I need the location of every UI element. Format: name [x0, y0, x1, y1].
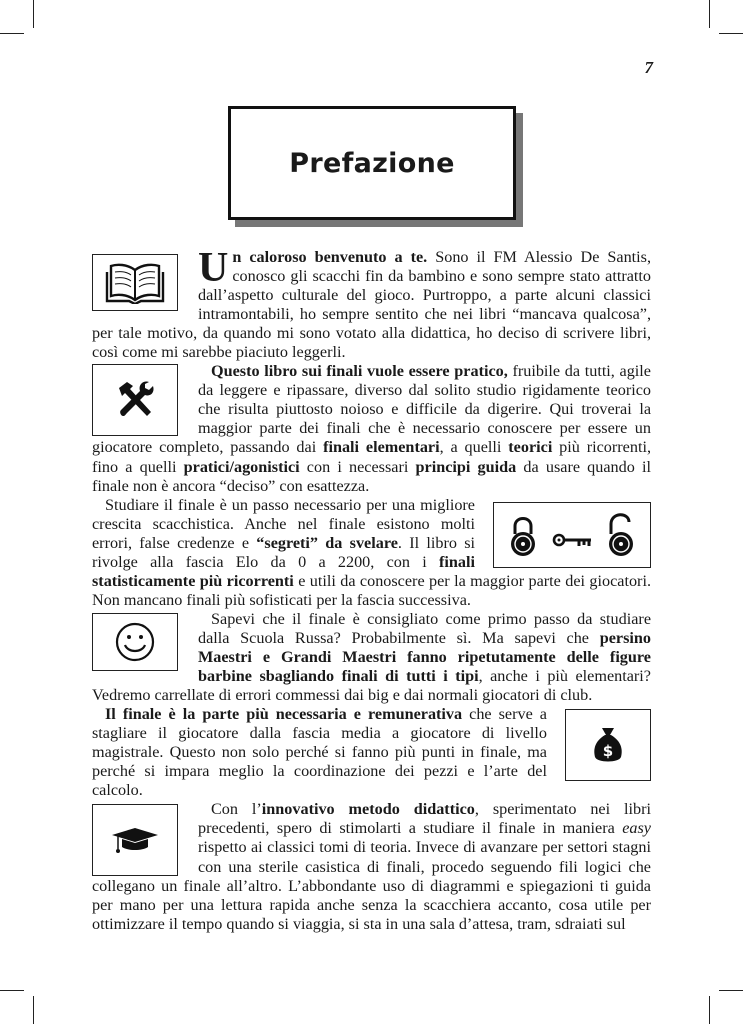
paragraph-text: , sperimentato nei libri precedenti, spero di stimolarti a studiare il finale in maniera	[198, 800, 651, 838]
drop-cap: U	[198, 245, 229, 291]
bold-text: n caloroso benvenuto a te.	[232, 248, 428, 266]
paragraph-text: . Il libro si rivolge alla fascia Elo da 0 a 2200, con i	[92, 533, 475, 571]
bold-text: persino Maestri e Grandi Maestri fanno ripetutamente delle figure barbine sbagliando finali di tutti i tipi	[198, 628, 651, 686]
crop-mark	[709, 996, 710, 1024]
body-text	[92, 245, 652, 934]
paragraph-text: rispetto ai classici tomi di teoria. Invece di avanzare per settori stagni con una sterile casistica di finali, procedo seguendo fili logici che collegano un finale all’altro. L’abbondante uso di diagrammi e spiegazioni ti guida per mano per una lettura rapida anche senza la scacchiera accanto, cosa utile per ottimizzare il tempo quando si viaggia, si sta in una sala d’attesa, tram, sdraiati sul	[92, 838, 651, 933]
bold-text: principi guida	[415, 457, 517, 476]
open-book-icon	[105, 262, 165, 304]
page-title: Prefazione	[289, 147, 455, 179]
svg-text:$: $	[602, 742, 614, 761]
bold-text: Il finale è la parte più necessaria e remunerativa	[105, 705, 463, 724]
tools-icon-box	[92, 364, 178, 436]
crop-mark	[719, 990, 743, 991]
paragraph-text: fruibile da tutti, agile da leggere e ripassare, diverso dal solito studio rigidamente teorico che risulta piuttosto noioso e difficile da digerire. Qui troverai la maggior parte dei finali che è necessario conoscere per essere un giocatore completo, passando dai	[92, 362, 651, 457]
crop-mark	[0, 990, 24, 991]
paragraph-text: più ricorrenti, fino a quelli	[92, 438, 651, 476]
paragraph-text: Sono il FM Alessio De Santis, conosco gli scacchi fin da bambino e sono sempre stato attratto dall’aspetto culturale del gioco. Purtroppo, a parte alcuni classici intramontabili, ho sempre sentito che nei libri “mancava qualcosa”, per tale motivo, da quando mi sono votato alla didattica, ho deciso di scrivere libri, così come mi sarebbe piaciuto leggerli.	[92, 248, 652, 362]
crop-mark	[0, 33, 24, 34]
money-icon-box	[565, 709, 651, 781]
page-number: 7	[644, 58, 653, 77]
paragraph-text: che serve a stagliare il giocatore dalla fascia media a giocatore di livello magistrale. Questo non solo perché si fanno più punti in finale, ma perché si impara meglio la coordinazione dei pezzi e l’arte del calcolo.	[92, 705, 547, 800]
money-bag-icon	[593, 725, 623, 765]
bold-text: pratici/agonistici	[183, 457, 300, 476]
crop-mark	[33, 996, 34, 1024]
crop-mark	[709, 0, 710, 28]
paragraph-text: Sapevi che il finale è consigliato come primo passo da studiare dalla Scuola Russa? Probabilmente sì. Ma sapevi che	[198, 609, 651, 647]
bold-text: Questo libro sui finali vuole essere pratico,	[211, 362, 508, 381]
bold-text: “segreti” da svelare	[256, 533, 398, 552]
paragraph-text: , anche i più elementari? Vedremo carrellate di errori commessi dai big e dai normali giocatori di club.	[92, 667, 651, 705]
graduation-cap-icon	[110, 823, 160, 857]
title-box	[228, 106, 516, 220]
paragraph-text: e utili da conoscere per la maggior parte dei giocatori. Non mancano finali più sofisticati per la fascia successiva.	[92, 571, 651, 609]
bold-text: finali elementari	[323, 438, 440, 457]
cap-icon-box	[92, 804, 178, 876]
italic-text: easy	[622, 819, 651, 838]
crop-mark	[33, 0, 34, 28]
paragraph-text: Con l’	[211, 800, 262, 819]
smiley-icon-box	[92, 613, 178, 671]
paragraph-text: , a quelli	[439, 438, 509, 457]
smiley-icon	[114, 621, 156, 663]
hammer-wrench-icon	[113, 378, 157, 422]
locks-and-key-icon	[507, 510, 637, 560]
paragraph-text: con i necessari	[299, 457, 416, 476]
paragraph-text: da usare quando il finale non è ancora “deciso” con esattezza.	[92, 457, 652, 495]
bold-text: finali statisticamente più ricorrenti	[92, 552, 475, 590]
crop-mark	[719, 33, 743, 34]
paragraph-text: Studiare il finale è un passo necessario per una migliore crescita scacchistica. Anche nel finale esistono molti errori, false credenze e	[92, 495, 475, 552]
bold-text: teorici	[508, 438, 553, 457]
book-icon-box	[92, 254, 178, 311]
bold-text: innovativo metodo didattico	[261, 800, 475, 819]
locks-icon-box	[493, 502, 651, 568]
